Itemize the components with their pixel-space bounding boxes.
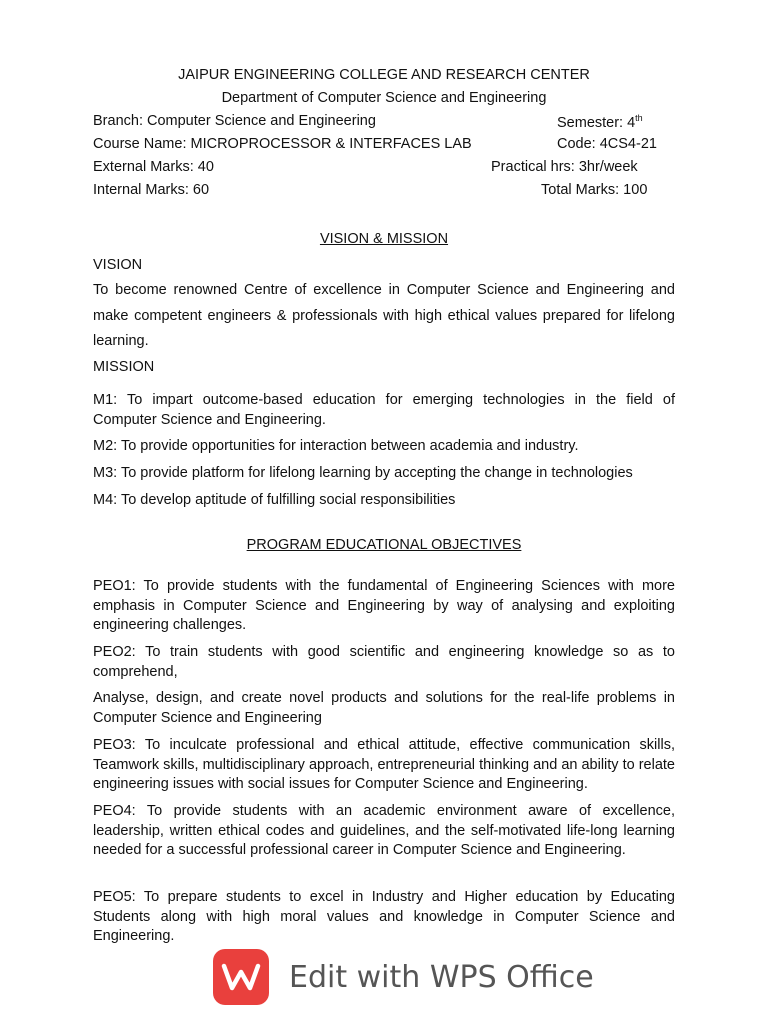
semester-value: Semester: 4: [557, 114, 636, 131]
practical-hours: Practical hrs: 3hr/week: [491, 159, 638, 175]
peo-item-text: To prepare students to excel in Industry and Higher education by Educating Students along with high moral values and knowledge in Computer Science and Engineering.: [93, 889, 675, 945]
mission-item-label: M3:: [93, 465, 118, 481]
wps-w-glyph: [221, 962, 261, 992]
peo-item-label: PEO5:: [93, 889, 136, 905]
mission-item-label: M4:: [93, 492, 118, 508]
mission-item-text: To develop aptitude of fulfilling social responsibilities: [117, 492, 456, 508]
vision-label: VISION: [93, 257, 143, 273]
peo-item-text: To provide students with the fundamental of Engineering Sciences with more emphasis in Computer Science and Engineering by way of analysing and exploiting engineering challenges.: [93, 578, 675, 634]
mission-item: [93, 491, 675, 511]
peo-item: [93, 643, 675, 682]
internal-marks: Internal Marks: 60: [93, 182, 210, 198]
semester-label: [557, 113, 643, 131]
course-name: Course Name: MICROPROCESSOR & INTERFACES LAB: [93, 136, 472, 152]
mission-label: MISSION: [93, 359, 155, 375]
peo-item-label: PEO1:: [93, 578, 136, 594]
peo-item-text: To inculcate professional and ethical attitude, effective communication skills, Teamwork skills, multidisciplinary approach, entrepreneurial thinking and an ability to relate engineering issues with social issues for Computer Science and Engineering.: [93, 737, 675, 793]
peo-item-text: Analyse, design, and create novel products and solutions for the real-life problems in Computer Science and Engineering: [93, 690, 675, 726]
wps-watermark: [213, 949, 593, 1005]
peo-item: [93, 888, 675, 947]
wps-watermark-text: Edit with WPS Office: [289, 959, 594, 995]
mission-item: [93, 437, 675, 457]
branch-label: Branch: Computer Science and Engineering: [93, 113, 376, 129]
semester-suffix: th: [635, 113, 643, 123]
peo-item-label: PEO3:: [93, 737, 136, 753]
mission-item-label: M2:: [93, 438, 118, 454]
college-title: JAIPUR ENGINEERING COLLEGE AND RESEARCH CENTER: [178, 67, 590, 83]
vision-text: To become renowned Centre of excellence in Computer Science and Engineering and make competent engineers & professionals with high ethical values prepared for lifelong learning.: [93, 282, 675, 349]
total-marks: Total Marks: 100: [541, 182, 648, 198]
mission-item-text: To provide platform for lifelong learning by accepting the change in technologies: [117, 465, 633, 481]
mission-item-text: To provide opportunities for interaction between academia and industry.: [117, 438, 579, 454]
external-marks: External Marks: 40: [93, 159, 214, 175]
vision-mission-heading: VISION & MISSION: [319, 231, 449, 247]
peo-heading: PROGRAM EDUCATIONAL OBJECTIVES: [246, 537, 522, 553]
peo-item: [93, 736, 675, 795]
peo-item: [93, 689, 675, 728]
mission-item: [93, 391, 675, 430]
course-code: Code: 4CS4-21: [557, 136, 657, 152]
peo-item-label: PEO4:: [93, 803, 136, 819]
peo-item-label: PEO2:: [93, 644, 136, 660]
department-title: Department of Computer Science and Engineering: [221, 90, 547, 106]
wps-w-icon: [213, 949, 269, 1005]
mission-item-text: To impart outcome-based education for emerging technologies in the field of Computer Science and Engineering.: [93, 392, 675, 428]
mission-item-label: M1:: [93, 392, 118, 408]
peo-item: [93, 802, 675, 861]
peo-item: [93, 577, 675, 636]
mission-item: [93, 464, 675, 484]
peo-item-text: To train students with good scientific and engineering knowledge so as to comprehend,: [93, 644, 675, 680]
peo-item-text: To provide students with an academic environment aware of excellence, leadership, written ethical codes and guidelines, and the self-motivated life-long learning needed for a successful professional career in Computer Science and Engineering.: [93, 803, 675, 859]
